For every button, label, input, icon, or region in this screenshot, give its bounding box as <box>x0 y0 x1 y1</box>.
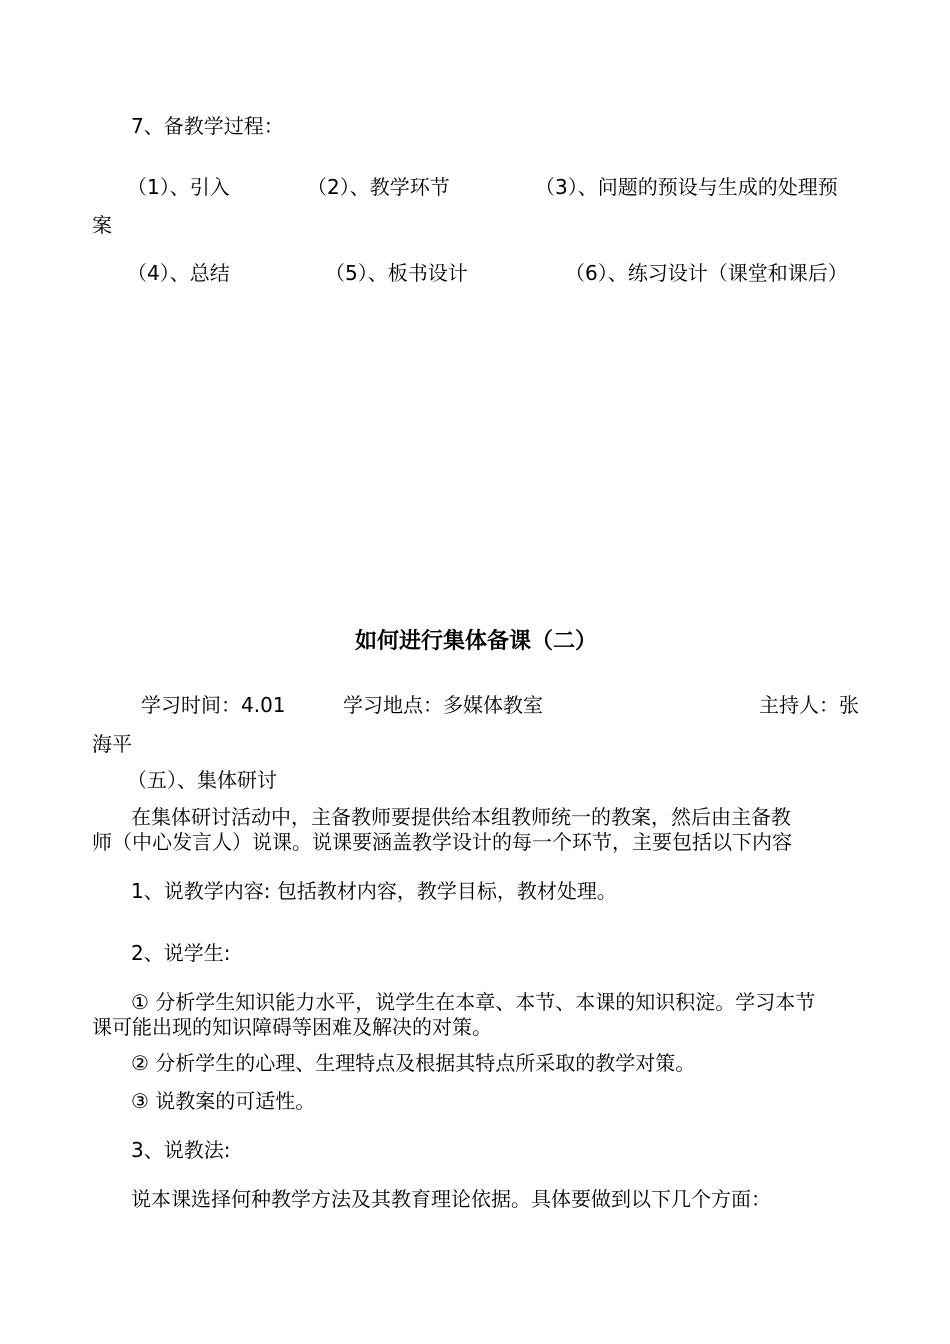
teaching-methods-paragraph: 说本课选择何种教学方法及其教育理论依据。具体要做到以下几个方面： <box>131 1187 771 1211</box>
process-item-1: （1）、引入 <box>127 175 230 199</box>
process-item-6: （6）、练习设计（课堂和课后） <box>565 261 848 285</box>
intro-paragraph-line-2: 师（中心发言人）说课。说课要涵盖教学设计的每一个环节，主要包括以下内容 <box>92 830 792 854</box>
meta-host-continuation: 海平 <box>92 732 132 756</box>
students-point-1-line-1: ① 分析学生知识能力水平，说学生在本章、本节、本课的知识积淀。学习本节 <box>131 990 816 1014</box>
document-title: 如何进行集体备课（二） <box>355 629 598 654</box>
students-point-1-line-2: 课可能出现的知识障碍等困难及解决的对策。 <box>92 1015 492 1039</box>
subheading-group-discussion: （五）、集体研讨 <box>127 768 277 792</box>
item-teaching-methods: 3、说教法: <box>131 1138 231 1162</box>
meta-study-time: 学习时间：4.01 <box>141 693 286 717</box>
process-item-4: （4）、总结 <box>127 261 230 285</box>
section7-heading: 7、备教学过程： <box>131 114 284 138</box>
meta-host: 主持人：张 <box>759 693 859 717</box>
item-teaching-content: 1、说教学内容: 包括教材内容，教学目标，教材处理。 <box>131 879 617 903</box>
students-point-3: ③ 说教案的可适性。 <box>131 1089 316 1113</box>
meta-study-place: 学习地点：多媒体教室 <box>343 693 543 717</box>
process-item-3-continuation: 案 <box>92 213 112 237</box>
process-item-5: （5）、板书设计 <box>325 261 468 285</box>
process-item-3: （3）、问题的预设与生成的处理预 <box>535 175 838 199</box>
item-students: 2、说学生: <box>131 941 231 965</box>
process-item-2: （2）、教学环节 <box>307 175 450 199</box>
intro-paragraph-line-1: 在集体研讨活动中，主备教师要提供给本组教师统一的教案，然后由主备教 <box>131 805 791 829</box>
students-point-2: ② 分析学生的心理、生理特点及根据其特点所采取的教学对策。 <box>131 1051 696 1075</box>
